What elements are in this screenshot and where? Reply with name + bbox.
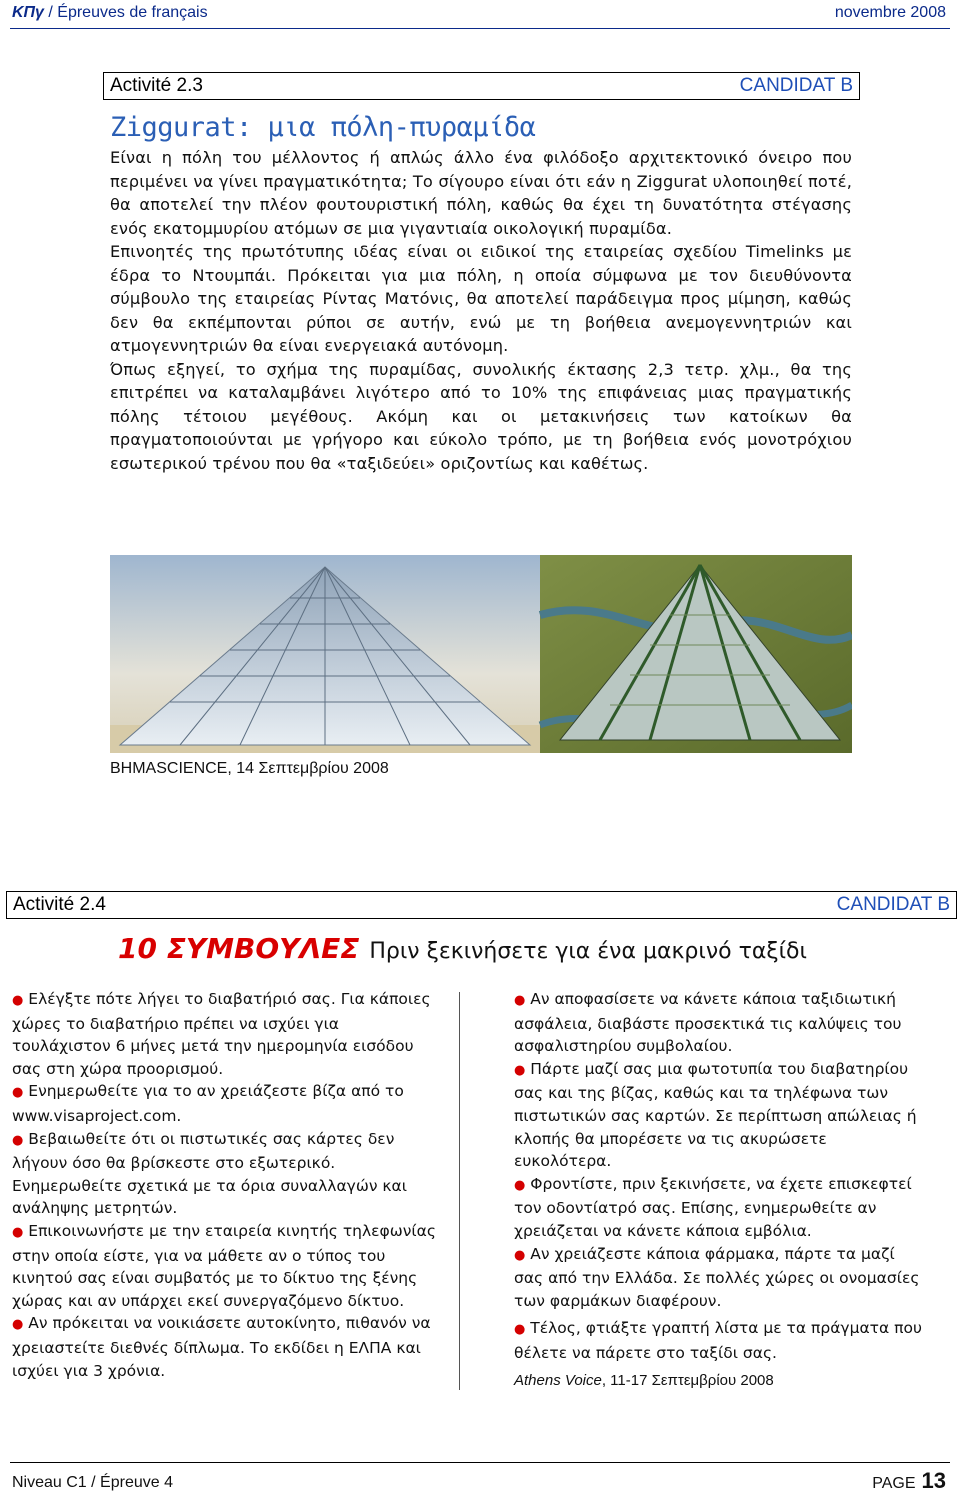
candidate-label: CANDIDAT B [836, 894, 950, 915]
article-body [110, 146, 852, 475]
bullet-icon: ● [514, 1177, 526, 1193]
bullet-icon: ● [514, 1247, 526, 1263]
page-number-block [872, 1468, 946, 1494]
bullet-icon: ● [514, 993, 526, 1008]
tip-item: ● Ελέγξτε πότε λήγει το διαβατήριό σας. Για κάποιες χώρες το διαβατήριο πρέπει να ισχύει για τουλάχιστον 6 μήνες μετά την ημερομηνία εισόδου σας στη χώρα προορισμού. [12, 990, 431, 1078]
tip-item: ● Αν πρόκειται να νοικιάσετε αυτοκίνητο, πιθανόν να χρειαστείτε διεθνές δίπλωμα. Το εκδίδει η ΕΛΠΑ και ισχύει για 3 χρόνια. [12, 1314, 431, 1380]
tip-item: ● Φροντίστε, πριν ξεκινήσετε, να έχετε επισκεφτεί τον οδοντίατρό σας. Επίσης, ενημερωθείτε αν χρειάζεται να κάνετε κάποια εμβόλια. [514, 1174, 912, 1240]
tips-left-column [12, 988, 440, 1382]
tips-title [118, 932, 807, 965]
source-name: Athens Voice [514, 1371, 602, 1389]
activity-2-3-box [103, 72, 860, 100]
tips-source [514, 1370, 924, 1393]
tip-item: ● Βεβαιωθείτε ότι οι πιστωτικές σας κάρτες δεν λήγουν όσο θα βρίσκεστε στο εξωτερικό. Ενημερωθείτε σχετικά με τα όρια συναλλαγών και ανάληψης μετρητών. [12, 1129, 408, 1218]
caption-date: , 14 Σεπτεμβρίου 2008 [227, 760, 389, 777]
footer-level: Niveau C1 / Épreuve 4 [12, 1474, 173, 1491]
bullet-icon: ● [12, 1085, 24, 1101]
tip-item: ● Επικοινωνήστε με την εταιρεία κινητής τηλεφωνίας στην οποία είστε, για να μάθετε αν ο τύπος του κινητού σας είναι συμβατός με το δίκτυο της ξένης χώρας και αν υπάρχει εκεί συνεργαζόμενο δίκτυο. [12, 1221, 436, 1310]
bullet-icon: ● [12, 1317, 24, 1333]
candidate-label: CANDIDAT B [739, 75, 853, 96]
bullet-icon: ● [12, 1224, 24, 1240]
tip-item: ● Πάρτε μαζί σας μια φωτοτυπία του διαβατηρίου σας και της βίζας, καθώς και τα τηλέφωνα των πιστωτικών σας καρτών. Σε περίπτωση απώλειας ή κλοπής θα μπορέσετε να τις ακυρώσετε ευκολότερα. [514, 1059, 917, 1171]
tip-item: ● Αν χρειάζεστε κάποια φάρμακα, πάρτε τα μαζί σας από την Ελλάδα. Σε πολλές χώρες οι ονομασίες των φαρμάκων διαφέρουν. [514, 1244, 920, 1310]
tip-item: ● Τέλος, φτιάξτε γραπτή λίστα με τα πράγματα που θέλετε να πάρετε στο ταξίδι σας. [514, 1319, 922, 1362]
activity-label: Activité 2.4 [13, 894, 106, 915]
bullet-icon: ● [12, 1132, 24, 1148]
article-paragraph: Είναι η πόλη του μέλλοντος ή απλώς άλλο ένα φιλόδοξο αρχιτεκτονικό όνειρο που περιμένει να γίνει πραγματικότητα; Το σίγουρο είναι ότι εάν η Ziggurat υλοποιηθεί ποτέ, θα αποτελεί την πλέον φουτουριστική πόλη, καθώς θα έχει τη δυνατότητα στέγασης ενός εκατομμυρίου ατόμων σε μια γιγαντιαία οικολογική πυραμίδα. [110, 148, 852, 238]
page-header [12, 4, 946, 26]
activity-2-4-box [6, 891, 957, 919]
tips-right-column [514, 988, 924, 1392]
ziggurat-photo [110, 555, 852, 753]
header-org: ΚΠγ [12, 4, 44, 21]
article-title: Ziggurat: μια πόλη-πυραμίδα [110, 112, 536, 143]
header-subject: / Épreuves de français [43, 4, 208, 21]
header-divider [10, 28, 950, 29]
tips-title-main: 10 ΣΥΜΒΟΥΛΕΣ [118, 932, 360, 965]
source-date: , 11-17 Σεπτεμβρίου 2008 [601, 1371, 774, 1389]
caption-source: BHMASCIENCE [110, 760, 228, 777]
page-number: 13 [921, 1468, 946, 1493]
article-paragraph: Επινοητές της πρωτότυπης ιδέας είναι οι ειδικοί της εταιρείας σχεδίου Timelinks με έδρα το Ντουμπάι. Πρόκειται για μια πόλη, η οποία σύμφωνα με τον διευθύνοντα σύμβουλο της εταιρείας Ρίντας Ματόνις, θα αποτελεί παράδειγμα προς μίμηση, καθώς δεν θα εκπέμπονται ρύποι σε αυτήν, ενώ με τη βοήθεια ανεμογεννητριών και ατμογεννητριών θα είναι ενεργειακά αυτόνομη. [110, 242, 852, 355]
activity-label: Activité 2.3 [110, 75, 203, 96]
footer-divider [10, 1462, 950, 1463]
photo-caption [110, 760, 389, 778]
ziggurat-illustration [110, 555, 852, 753]
tip-item: ● Αν αποφασίσετε να κάνετε κάποια ταξιδιωτική ασφάλεια, διαβάστε προσεκτικά τις καλύψεις του ασφαλιστηρίου συμβολαίου. [514, 990, 902, 1056]
header-left [12, 4, 208, 22]
page-label: PAGE [872, 1475, 916, 1492]
article-paragraph: Όπως εξηγεί, το σχήμα της πυραμίδας, συνολικής έκτασης 2,3 τετρ. χλμ., θα της επιτρέπει να καταλαμβάνει λιγότερο από το 10% της επιφάνειας μιας πραγματικής πόλης τέτοιου μεγέθους. Ακόμη και οι μετακινήσεις των κατοίκων θα πραγματοποιούνται με γρήγορο και εύκολο τρόπο, με τη βοήθεια ενός μονοτρόχιου εσωτερικού τρένου που θα «ταξιδεύει» οριζοντίως και καθέτως. [110, 359, 852, 473]
bullet-icon: ● [12, 993, 24, 1008]
bullet-icon: ● [514, 1062, 526, 1078]
header-date: novembre 2008 [834, 4, 946, 21]
tips-title-sub: Πριν ξεκινήσετε για ένα μακρινό ταξίδι [369, 939, 807, 964]
tip-item: ● Ενημερωθείτε για το αν χρειάζεστε βίζα από το www.visaproject.com. [12, 1082, 404, 1125]
column-divider [459, 992, 460, 1390]
bullet-icon: ● [514, 1322, 526, 1338]
